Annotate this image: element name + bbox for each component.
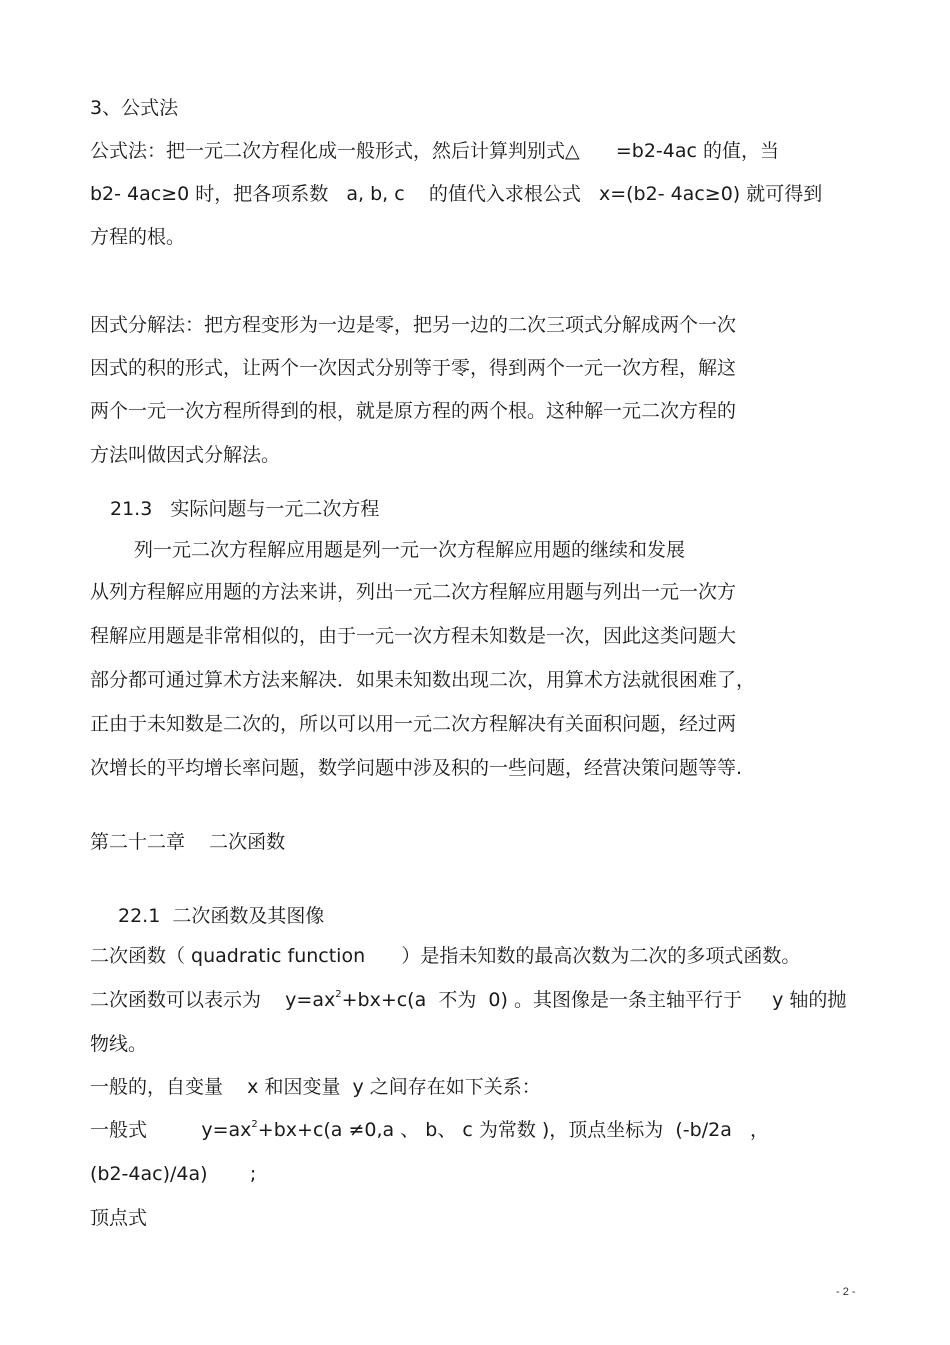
paragraph-line: 方法叫做因式分解法。 (90, 444, 281, 466)
paragraph-line: 程解应用题是非常相似的，由于一元一次方程未知数是一次，因此这类问题大 (90, 625, 737, 647)
paragraph-line: 次增长的平均增长率问题，数学问题中涉及积的一些问题，经营决策问题等等. (90, 757, 743, 779)
paragraph-line: 因式分解法：把方程变形为一边是零，把另一边的二次三项式分解成两个一次 (90, 314, 737, 336)
paragraph-line: 列一元二次方程解应用题是列一元一次方程解应用题的继续和发展 (134, 539, 686, 561)
section-21-3-heading: 21.3 实际问题与一元二次方程 (110, 498, 380, 520)
superscript: 2 (335, 989, 342, 1000)
section-3-heading: 3、公式法 (90, 97, 179, 119)
page-number: - 2 - (836, 1286, 856, 1298)
paragraph-line: 顶点式 (90, 1207, 148, 1229)
paragraph-line: 从列方程解应用题的方法来讲，列出一元二次方程解应用题与列出一元一次方 (90, 581, 737, 603)
paragraph-line: 公式法：把一元二次方程化成一般形式，然后计算判别式△ =b2-4ac 的值，当 (90, 140, 779, 162)
paragraph-line (90, 1118, 769, 1146)
section-22-1-heading: 22.1 二次函数及其图像 (118, 905, 325, 927)
superscript: 2 (251, 1119, 258, 1130)
paragraph-line: 部分都可通过算术方法来解决．如果未知数出现二次，用算术方法就很困难了， (90, 669, 756, 691)
paragraph-line: 二次函数（ quadratic function ）是指未知数的最高次数为二次的多项式函数。 (90, 945, 801, 967)
formula-text: 一般式 y=ax (90, 1119, 252, 1141)
paragraph-line: 一般的，自变量 x 和因变量 y 之间存在如下关系： (90, 1076, 541, 1098)
paragraph-line: 方程的根。 (90, 226, 186, 248)
paragraph-line: b2- 4ac≥0 时，把各项系数 a, b, c 的值代入求根公式 x=(b2- 4ac≥0) 就可得到 (90, 183, 823, 205)
paragraph-line (90, 988, 846, 1016)
formula-text: 二次函数可以表示为 y=ax (90, 989, 336, 1011)
paragraph-line: (b2-4ac)/4a) ; (90, 1163, 257, 1185)
formula-text: +bx+c(a 不为 0) 。其图像是一条主轴平行于 y 轴的抛 (341, 989, 847, 1011)
chapter-22-heading: 第二十二章 二次函数 (90, 831, 286, 853)
paragraph-line: 因式的积的形式，让两个一次因式分别等于零，得到两个一元一次方程，解这 (90, 357, 737, 379)
formula-text: +bx+c(a ≠0,a 、 b、 c 为常数 )，顶点坐标为 (-b/2a ， (257, 1119, 769, 1141)
paragraph-line: 两个一元一次方程所得到的根，就是原方程的两个根。这种解一元二次方程的 (90, 400, 737, 422)
paragraph-line: 正由于未知数是二次的，所以可以用一元二次方程解决有关面积问题，经过两 (90, 713, 737, 735)
paragraph-line: 物线。 (90, 1033, 148, 1055)
